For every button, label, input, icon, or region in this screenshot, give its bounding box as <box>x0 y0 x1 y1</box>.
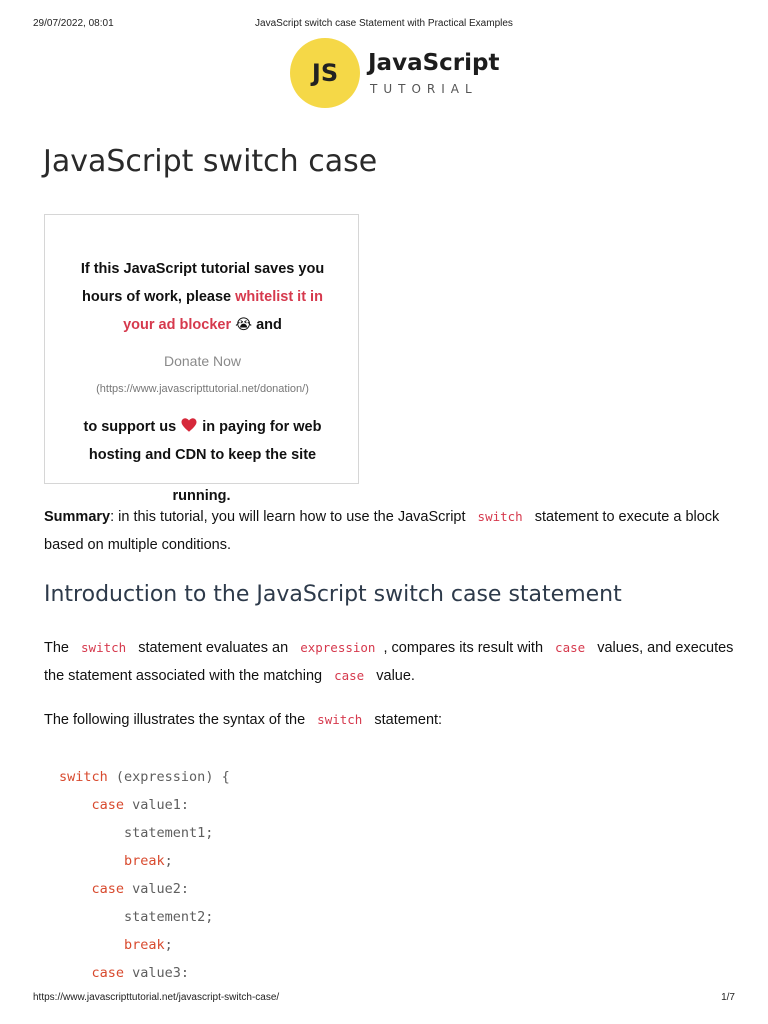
code-text: value1: <box>124 797 190 813</box>
print-url: https://www.javascripttutorial.net/javascript-switch-case/ <box>33 992 280 1003</box>
summary-text: : in this tutorial, you will learn how to use the JavaScript <box>110 509 466 525</box>
code-line <box>59 875 230 903</box>
ad-line-4 <box>45 413 360 441</box>
code-keyword: case <box>91 797 125 813</box>
code-text: statement2; <box>124 909 214 925</box>
inline-code: case <box>555 640 586 655</box>
code-text: (expression) { <box>107 769 230 785</box>
code-text: value3: <box>124 965 190 981</box>
ad-line-3 <box>45 311 360 339</box>
ad-text: in paying for web <box>198 419 322 435</box>
inline-code: switch <box>317 712 363 727</box>
inline-code: expression <box>300 640 376 655</box>
summary-label: Summary <box>44 509 111 525</box>
page-title: JavaScript switch case <box>43 144 378 179</box>
para-text: value. <box>376 668 415 684</box>
ad-text: hours of work, please <box>82 289 236 305</box>
heart-icon <box>180 416 198 434</box>
crying-face-icon: 😭 <box>235 317 253 333</box>
site-logo[interactable] <box>290 38 500 108</box>
code-text: statement1; <box>124 825 214 841</box>
ad-blocker-link[interactable]: your ad blocker <box>123 317 232 333</box>
code-line <box>59 819 230 847</box>
code-keyword: break <box>124 853 165 869</box>
intro-paragraph <box>44 634 734 690</box>
para-text: values, and executes the statement associated with the matching <box>44 640 734 684</box>
code-block <box>59 763 230 987</box>
code-line <box>59 959 230 987</box>
ad-line-6: running. <box>172 488 231 504</box>
code-line <box>59 903 230 931</box>
section-title: Introduction to the JavaScript switch case statement <box>44 582 622 607</box>
inline-code: case <box>334 668 365 683</box>
code-line <box>59 931 230 959</box>
para-text: The following illustrates the syntax of the <box>44 712 306 728</box>
ad-text: to support us <box>83 419 181 435</box>
para-text: statement evaluates an <box>138 640 289 656</box>
code-line <box>59 847 230 875</box>
logo-badge: JS <box>290 38 360 108</box>
whitelist-link[interactable]: whitelist it in <box>235 289 323 305</box>
page-number: 1/7 <box>721 992 735 1003</box>
inline-code-switch: switch <box>477 509 523 524</box>
syntax-intro-paragraph <box>44 706 734 734</box>
ad-line-5: hosting and CDN to keep the site <box>88 447 317 463</box>
donate-now-link[interactable]: Donate Now <box>163 353 242 369</box>
code-keyword: case <box>91 965 125 981</box>
code-keyword: case <box>91 881 125 897</box>
print-date: 29/07/2022, 08:01 <box>33 18 114 29</box>
code-keyword: switch <box>59 769 108 785</box>
para-text: , compares its result with <box>383 640 544 656</box>
para-text: The <box>44 640 69 656</box>
ad-line-2 <box>45 283 360 311</box>
logo-subtitle: TUTORIAL <box>370 82 478 96</box>
code-line <box>59 791 230 819</box>
logo-name: JavaScript <box>368 50 500 76</box>
code-text: ; <box>164 853 173 869</box>
code-line <box>59 763 230 791</box>
ad-blocker-notice <box>44 214 359 484</box>
code-keyword: break <box>124 937 165 953</box>
ad-line-1: If this JavaScript tutorial saves you <box>80 261 325 277</box>
ad-text: and <box>252 317 282 333</box>
summary-text: statement to execute a block based on multiple conditions. <box>44 509 720 553</box>
summary-paragraph <box>44 503 734 559</box>
para-text: statement: <box>374 712 443 728</box>
inline-code: switch <box>81 640 127 655</box>
donate-url: (https://www.javascripttutorial.net/donation/) <box>96 383 309 395</box>
print-title: JavaScript switch case Statement with Practical Examples <box>255 18 513 29</box>
code-text: ; <box>164 937 173 953</box>
code-text: value2: <box>124 881 190 897</box>
